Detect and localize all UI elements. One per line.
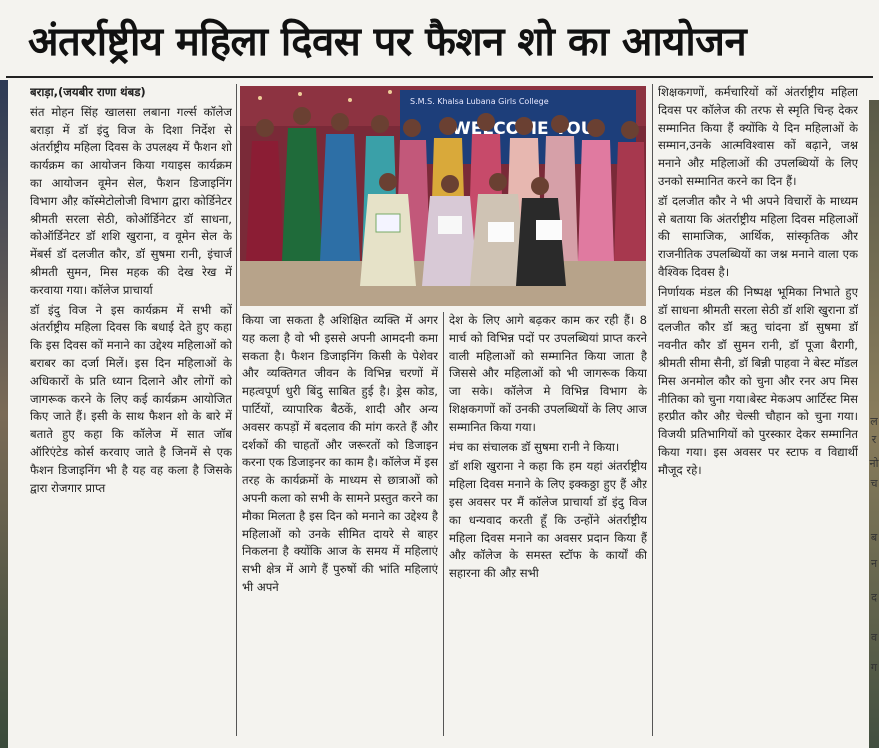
cropped-edge-text: नो <box>869 457 879 470</box>
paragraph: किया जा सकता है अशिक्षित व्यक्ति में अगर यह कला है वो भी इससे अपनी आमदनी कमा सकता है। फैशन डिजाइनिंग किसी के पेशेवर और व्यक्तिगत जीवन के विभिन्न चरणों में महत्वपूर्ण धुरी बिंदु साबित हुई है। ड्रेस कोड, पार्टियों, व्यापारिक बैठकें, शादी और अन्य अवसर कपड़ों में बदलाव की मांग करते हैं और दर्शकों की चाहतों और जरूरतों को डिजाइन करना एक डिजाइनर का काम है। कॉलेज में इस तरह के कार्यक्रमों के माध्यम से छात्राओं को अपनी कला को सभी के सामने प्रस्तुत करने का मौका मिलता है इस दिन को मनाने का उद्देश्य है महिलाओं को उनके सीमित दायरे से बाहर निकलना है क्योंकि आज के समय में महिलाएं सभी क्षेत्र में आगे हैं पुरुषों की भांति महिलाएं भी अपने <box>242 313 438 594</box>
article-column-1 <box>30 84 232 736</box>
byline: बराड़ा,(जयबीर राणा थंबड) <box>30 85 146 99</box>
paragraph: डॉ इंदु विज ने इस कार्यक्रम में सभी कों अंतर्राष्ट्रीय महिला दिवस कि बधाई देते हुए कहा कि इस दिवस कों मनाने का उद्देश्य महिलाओं को बराबर का दर्जा मिलें। इस दिन महिलाओं के अधिकारों के प्रति ध्यान दिलाने और लोगों को जागरूक करने के लिए कई कार्यक्रम आयोजित किए जाते हैं। इसी के साथ फैशन शो के बारे में बताते हुए कहा कि कॉलेज में सात जॉब ऑरिएंटेड कोर्स करवाए जाते है जिनमें से एक फैशन डिजाइनिंग भी है यह वह कला है जिसके द्वारा रोजगार प्राप्त <box>30 302 232 495</box>
cropped-edge-text: र <box>871 433 877 446</box>
cropped-edge-text: द <box>871 591 877 604</box>
cropped-edge-text: ब <box>870 531 878 544</box>
column-divider <box>443 312 444 736</box>
paragraph: डॉ शशि खुराना ने कहा कि हम यहां अंतर्राष्ट्रीय महिला दिवस मनाने के लिए इक्कठ्ठा हुए हैं औऱ इस अवसर पर मैं कॉलेज प्राचार्या डॉ इंदु विज का धन्यवाद करती हूँ कि उन्होंने अंतर्राष्ट्रीय महिला दिवस मनाने का अवसर प्रदान किया हैं औऱ कॉलेज के समस्त स्टॉफ के कार्यों की सहारना की औऱ सभी <box>449 459 647 581</box>
headline: अंतर्राष्ट्रीय महिला दिवस पर फैशन शो का आयोजन <box>28 18 747 65</box>
cropped-edge-text: ल <box>870 415 878 428</box>
event-photo <box>240 86 646 306</box>
article-column-4 <box>658 84 858 736</box>
article-column-2 <box>242 312 438 736</box>
paragraph: शिक्षकगणों, कर्मचारियों कों अंतर्राष्ट्रीय महिला दिवस पर कॉलेज की तरफ से स्मृति चिन्ह देकर सम्मानित किया हैं क्योंकि ये दिन महिलाओं के सम्मान,उनके आत्मविश्वास कों बढ़ाने, जश्न मनाने औऱ महिलाओं की उपलब्धियों के लिए उनको सम्मानित करने का दिन हैं। <box>658 85 858 188</box>
article-column-3 <box>449 312 647 736</box>
paragraph: मंच का संचालक डॉ सुषमा रानी ने किया। <box>449 439 620 454</box>
cropped-edge-text: ग <box>870 661 878 674</box>
cropped-edge-text: व <box>870 631 878 644</box>
left-edge-photo-strip <box>0 80 8 748</box>
column-divider <box>236 84 237 736</box>
paragraph: देश के लिए आगे बढ़कर काम कर रही हैं। 8 मार्च को विभिन्न पदों पर उपलब्धियां प्राप्त करने वाली महिलाओं को सम्मानित किया जाता है जिससे और महिलाओं को भी जागरूक किया जा सके। कॉलेज मे विभिन्न विभाग के शिक्षकगणों कों उनकी उपलब्धियों के लिए आज सम्मानित किया गया। <box>449 313 647 434</box>
paragraph: संत मोहन सिंह खालसा लबाना गर्ल्स कॉलेज बराड़ा में डॉ इंदु विज के दिशा निर्देश से अंतर्राष्ट्रीय महिला दिवस के उपलक्ष्य में फैशन शो कार्यक्रम का आयोजन किया गयाइस कार्यक्रम का आयोजन वूमेन सेल, फैशन डिजाइनिंग विभाग औऱ कॉस्मेटोलोजी विभाग द्वारा कोर्डिनेटर श्रीमती सरला सेठी, कोऑर्डिनेटर डॉ साधना, कोऑर्डिनेटर डॉ शशि खुराना, व वूमेन सेल के मेंबर्स डॉ दलजीत कौर, डॉ सुषमा रानी, इंचार्ज श्रीमती सुमन, मिस महक की देख रेख में करवाया गया। कॉलेज प्राचार्या <box>30 104 232 297</box>
event-photo-illustration <box>240 86 646 306</box>
paragraph: निर्णायक मंडल की निष्पक्ष भूमिका निभाते हुए डॉ साधना श्रीमती सरला सेठी डॉ शशि खुराना डॉ दलजीत कौर डॉ ऋतु चांदना डॉ सुषमा डॉ नवनीत कौर डॉ सुमन रानी, डॉ पूजा बैरागी, श्रीमती सीमा सैनी, डॉ बिन्नी पाहवा ने बेस्ट मॉडल मिस अनमोल कौर को चुना और रनर अप मिस नीतिका को चुना गया।बेस्ट मेकअप आर्टिस्ट मिस हरप्रीत कौर औऱ चेल्सी चौहान को चुना गया। विजयी प्रतिभागियों को पुरस्कार देकर सम्मानित किया गया। इस अवसर पर स्टाफ व विद्यार्थी मौजूद रहे। <box>658 284 858 477</box>
headline-rule <box>6 76 873 78</box>
banner-large-text: WELCOME YOU <box>452 119 595 139</box>
paragraph: डॉ दलजीत कौर ने भी अपने विचारों के माध्यम से बताया कि अंतर्राष्ट्रीय महिला दिवस महिलाओं की सामाजिक, आर्थिक, सांस्कृतिक और राजनीतिक उपलब्धियों का जश्न मनाने वाला एक वैश्विक दिवस है। <box>658 193 858 279</box>
banner-small-text: S.M.S. Khalsa Lubana Girls College <box>410 97 549 106</box>
column-divider <box>652 84 653 736</box>
cropped-edge-text: न <box>870 557 878 570</box>
cropped-edge-text: च <box>870 477 878 490</box>
